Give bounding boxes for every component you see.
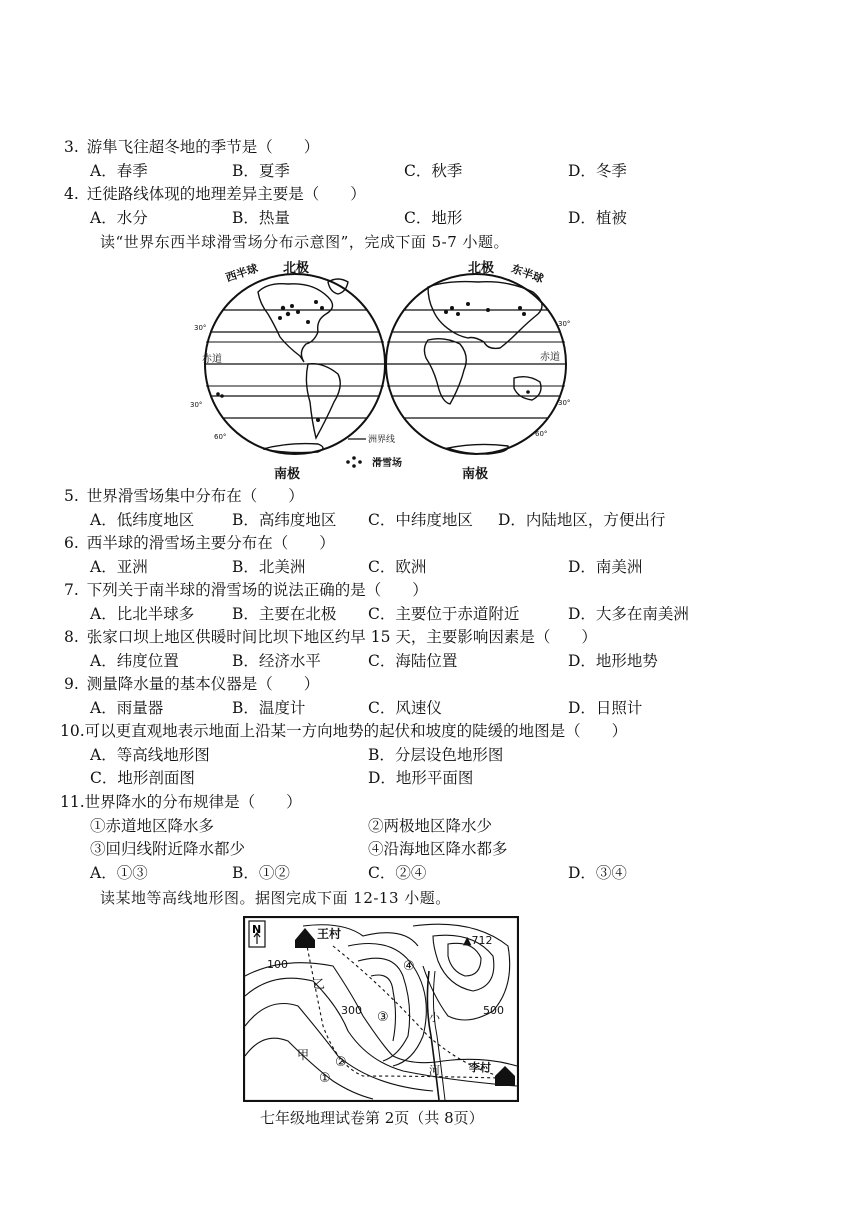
question-3	[64, 137, 319, 157]
point-3-label: ③	[377, 1010, 389, 1025]
q4-option-d[interactable]: D．植被	[568, 209, 627, 227]
point-jia-label: 甲	[297, 1048, 310, 1062]
q11-statement-2: ②两极地区降水少	[368, 817, 493, 835]
point-1-label: ①	[319, 1071, 331, 1086]
peak-label: ▲712	[463, 934, 493, 947]
lat-30-west-south: 30°	[190, 401, 203, 409]
q7-option-c[interactable]: C．主要位于赤道附近	[368, 605, 520, 623]
q6-option-b[interactable]: B．北美洲	[232, 558, 306, 576]
q3-option-b[interactable]: B．夏季	[232, 162, 290, 180]
page-footer: 七年级地理试卷第 2页（共 8页）	[260, 1109, 484, 1127]
q8-option-b[interactable]: B．经济水平	[232, 652, 321, 670]
question-text: 下列关于南半球的滑雪场的说法正确的是（ ）	[86, 581, 428, 599]
south-pole-label-west: 南极	[274, 467, 301, 482]
q10-option-b[interactable]: B．分层设色地形图	[368, 746, 504, 764]
river-xiao-label: 小	[429, 1011, 440, 1024]
contour-100-label: 100	[267, 958, 288, 971]
q11-statement-4: ④沿海地区降水都多	[368, 840, 508, 858]
q6-option-c[interactable]: C．欧洲	[368, 558, 427, 576]
q11-option-c[interactable]: C．②④	[368, 864, 427, 882]
q9-option-d[interactable]: D．日照计	[568, 699, 643, 717]
question-number: 7.	[64, 581, 79, 599]
intro-12-13: 读某地等高线地形图。据图完成下面 12-13 小题。	[100, 889, 451, 907]
question-text: 世界滑雪场集中分布在（ ）	[86, 487, 304, 505]
question-text: 游隼飞往超冬地的季节是（ ）	[86, 138, 320, 156]
point-4-label: ④	[403, 959, 415, 974]
q3-option-a[interactable]: A．春季	[90, 162, 148, 180]
q8-option-c[interactable]: C．海陆位置	[368, 652, 458, 670]
question-text: 世界降水的分布规律是（ ）	[84, 793, 302, 811]
point-yi-label: 乙	[313, 977, 326, 991]
q10-option-c[interactable]: C．地形剖面图	[90, 769, 195, 787]
north-label: N	[252, 923, 262, 936]
north-pole-label-west: 北极	[283, 261, 310, 276]
question-number: 10.	[60, 722, 85, 740]
question-number: 6.	[64, 534, 79, 552]
contour-300-label: 300	[341, 1004, 362, 1017]
africa-shape	[424, 339, 466, 404]
question-4	[64, 184, 366, 204]
q7-option-b[interactable]: B．主要在北极	[232, 605, 337, 623]
west-hemisphere-label: 西半球	[224, 261, 260, 285]
q9-option-c[interactable]: C．风速仪	[368, 699, 442, 717]
north-pole-label-east: 北极	[468, 261, 495, 276]
lat-30-west-north: 30°	[194, 324, 207, 332]
intro-5-7: 读“世界东西半球滑雪场分布示意图”，完成下面 5-7 小题。	[100, 233, 510, 251]
q5-option-a[interactable]: A．低纬度地区	[90, 511, 195, 529]
equator-label-east: 赤道	[540, 352, 560, 363]
q7-option-d[interactable]: D．大多在南美洲	[568, 605, 689, 623]
li-village-label: 李村	[469, 1061, 491, 1074]
question-number: 11.	[60, 793, 85, 811]
river-he-label: 河	[429, 1064, 440, 1077]
south-america-shape	[306, 364, 340, 438]
question-7	[64, 580, 428, 600]
point-2-label: ②	[335, 1055, 347, 1070]
lat-30-east-north: 30°	[558, 320, 571, 328]
q10-option-a[interactable]: A．等高线地形图	[90, 746, 210, 764]
question-number: 9.	[64, 675, 79, 693]
q8-option-d[interactable]: D．地形地势	[568, 652, 658, 670]
q11-statement-1: ①赤道地区降水多	[90, 817, 215, 835]
east-hemisphere-label: 东半球	[509, 262, 546, 286]
question-text: 迁徙路线体现的地理差异主要是（ ）	[86, 185, 366, 203]
q6-option-a[interactable]: A．亚洲	[90, 558, 148, 576]
q3-option-d[interactable]: D．冬季	[568, 162, 627, 180]
question-10	[60, 721, 627, 741]
q10-option-d[interactable]: D．地形平面图	[368, 769, 474, 787]
question-9	[64, 674, 319, 694]
ski-legend-label: 滑雪场	[372, 458, 402, 469]
ski-legend-icon	[346, 456, 362, 468]
question-number: 3.	[64, 138, 79, 156]
q5-option-c[interactable]: C．中纬度地区	[368, 511, 473, 529]
question-5	[64, 486, 304, 506]
question-number: 8.	[64, 628, 79, 646]
boundary-legend-label: 洲界线	[368, 435, 396, 445]
q4-option-b[interactable]: B．热量	[232, 209, 290, 227]
equator-label-west: 赤道	[202, 354, 222, 365]
lat-30-east-south: 30°	[558, 399, 571, 407]
q6-option-d[interactable]: D．南美洲	[568, 558, 643, 576]
question-text: 张家口坝上地区供暖时间比坝下地区约早 15 天，主要影响因素是（ ）	[86, 628, 597, 646]
contour-500-label: 500	[483, 1004, 504, 1017]
q5-option-d[interactable]: D．内陆地区，方便出行	[498, 511, 666, 529]
north-america-shape	[258, 284, 333, 362]
question-6	[64, 533, 335, 553]
south-pole-label-east: 南极	[462, 467, 489, 482]
q11-option-a[interactable]: A．①③	[90, 864, 148, 882]
question-text: 西半球的滑雪场主要分布在（ ）	[86, 534, 335, 552]
q4-option-c[interactable]: C．地形	[404, 209, 463, 227]
q8-option-a[interactable]: A．纬度位置	[90, 652, 179, 670]
q11-statement-3: ③回归线附近降水都少	[90, 840, 246, 858]
lat-60-east-south: 60°	[535, 430, 548, 438]
question-8	[64, 627, 597, 647]
hemisphere-ski-map	[188, 252, 588, 484]
q9-option-b[interactable]: B．温度计	[232, 699, 306, 717]
q11-option-b[interactable]: B．①②	[232, 864, 290, 882]
q7-option-a[interactable]: A．比北半球多	[90, 605, 195, 623]
question-11	[60, 792, 302, 812]
question-text: 可以更直观地表示地面上沿某一方向地势的起伏和坡度的陡缓的地图是（ ）	[84, 722, 628, 740]
q9-option-a[interactable]: A．雨量器	[90, 699, 164, 717]
wang-village-label: 王村	[317, 927, 342, 941]
lat-60-west-south: 60°	[214, 433, 227, 441]
q11-option-d[interactable]: D．③④	[568, 864, 627, 882]
question-text: 测量降水量的基本仪器是（ ）	[86, 675, 320, 693]
q4-option-a[interactable]: A．水分	[90, 209, 148, 227]
question-number: 5.	[64, 487, 79, 505]
contour-map	[243, 916, 519, 1102]
q3-option-c[interactable]: C．秋季	[404, 162, 463, 180]
q5-option-b[interactable]: B．高纬度地区	[232, 511, 337, 529]
question-number: 4.	[64, 185, 79, 203]
